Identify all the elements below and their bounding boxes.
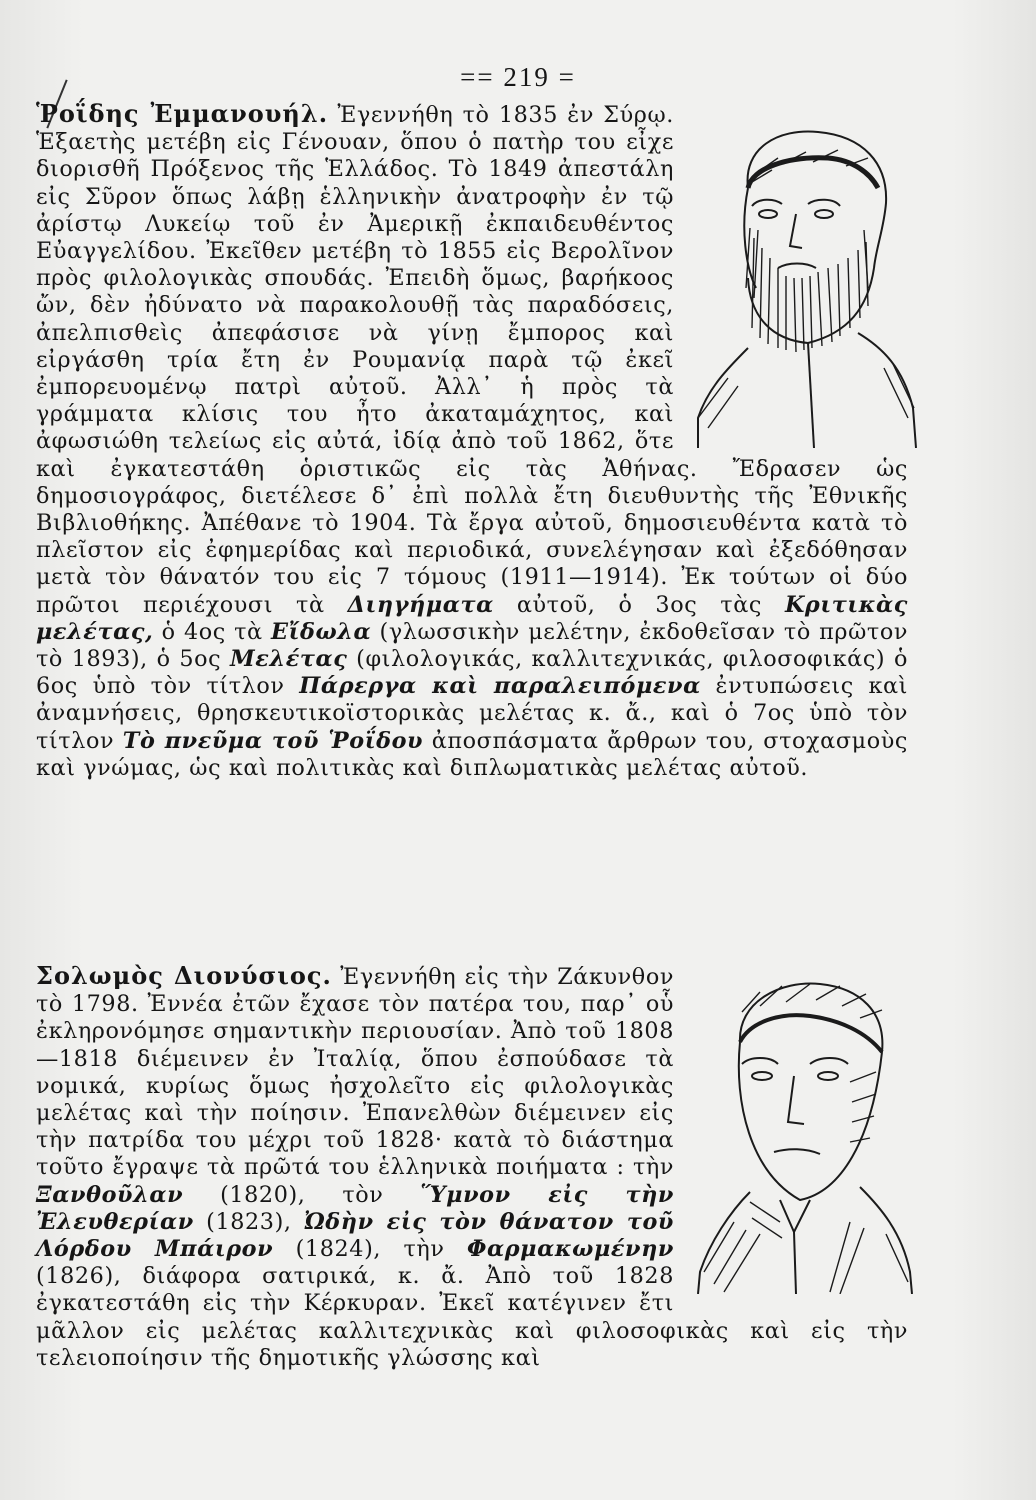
biography-name: Σολωμὸς Διονύσιος. [36, 961, 332, 990]
work-title: Ὠδὴν εἰς τὸν θάνατον τοῦ Λόρδου Μπάιρον [36, 1208, 674, 1263]
work-title: Κριτικὰς μελέτας, [36, 591, 908, 645]
work-title: Διηγήματα [347, 591, 494, 618]
work-title: Πάρεργα καὶ παραλειπόμενα [299, 673, 701, 700]
work-title: Εἴδωλα [271, 618, 372, 645]
biography-text: Σολωμὸς Διονύσιος. Ἐγεννήθη εἰς τὴν Ζάκυνθον τὸ 1798. Ἐννέα ἐτῶν ἔχασε τὸν πατέρα του, παρ᾿ οὗ ἐκληρονόμησε σημαντικὴν περιουσίαν. Ἀπὸ τοῦ 1808—1818 διέμεινεν ἐν Ἰταλίᾳ, ὅπου ἐσπούδασε τὰ νομικά, κυρίως ὅμως ἠσχολεῖτο εἰς φιλολογικὰς μελέτας καὶ τὴν ποίησιν. Ἐπανελθὼν διέμεινεν εἰς τὴν πατρίδα του μέχρι τοῦ 1828· κατὰ τὸ διάστημα τοῦτο ἔγραψε τὰ πρῶτά του ἑλληνικὰ ποιήματα : τὴν Ξανθοῦλαν (1820), τὸν Ὕμνον εἰς τὴν Ἐλευθερίαν (1823), Ὠδὴν εἰς τὸν θάνατον τοῦ Λόρδου Μπάιρον (1824), τὴν Φαρμακωμένην (1826), διάφορα σατιρικά, κ. ἄ. Ἀπὸ τοῦ 1828 ἐγκατεστάθη εἰς τὴν Κέρκυραν. Ἐκεῖ κατέγινεν ἔτι μᾶλλον εἰς μελέτας καλλιτεχνικὰς καὶ φιλοσοφικὰς καὶ εἰς τὴν τελειοποίησιν τῆς δημοτικῆς γλώσσης καὶ [36, 961, 908, 1371]
page-number: == 219 = [460, 62, 576, 92]
work-title: Τὸ πνεῦμα τοῦ Ῥοΐδου [122, 727, 424, 754]
biography-solomos [36, 962, 908, 1372]
biography-roidis [36, 100, 908, 782]
biography-text: Ῥοΐδης Ἐμμανουήλ. Ἐγεννήθη τὸ 1835 ἐν Σύρῳ. Ἑξαετὴς μετέβη εἰς Γένουαν, ὅπου ὁ πατὴρ του εἶχε διορισθῆ Πρόξενος τῆς Ἑλλάδος. Τὸ 1849 ἀπεστάλη εἰς Σῦρον ὅπως λάβῃ ἑλληνικὴν ἀνατροφὴν ἐν τῷ ἀρίστῳ Λυκείῳ τοῦ ἐν Ἀμερικῇ ἐκπαιδευθέντος Εὐαγγελίδου. Ἐκεῖθεν μετέβη τὸ 1855 εἰς Βερολῖνον πρὸς φιλολογικὰς σπουδάς. Ἐπειδὴ ὅμως, βαρήκοος ὤν, δὲν ἠδύνατο νὰ παρακολουθῇ τὰς παραδόσεις, ἀπελπισθεὶς ἀπεφάσισε νὰ γίνῃ ἔμπορος καὶ εἰργάσθη τρία ἔτη ἐν Ρουμανίᾳ παρὰ τῷ ἐκεῖ ἐμπορευομένῳ πατρὶ αὐτοῦ. Ἀλλ᾿ ἡ πρὸς τὰ γράμματα κλίσις του ἦτο ἀκαταμάχητος, καὶ ἀφωσιώθη τελείως εἰς αὐτά, ἰδίᾳ ἀπὸ τοῦ 1862, ὅτε καὶ ἐγκατεστάθη ὁριστικῶς εἰς τὰς Ἀθήνας. Ἔδρασεν ὡς δημοσιογράφος, διετέλεσε δ᾿ ἐπὶ πολλὰ ἔτη διευθυντὴς τῆς Ἐθνικῆς Βιβλιοθήκης. Ἀπέθανε τὸ 1904. Τὰ ἔργα αὐτοῦ, δημοσιευθέντα κατὰ τὸ πλεῖστον εἰς ἐφημερίδας καὶ περιοδικά, συνελέγησαν καὶ ἐξεδόθησαν μετὰ τὸν θάνατόν του εἰς 7 τόμους (1911—1914). Ἐκ τούτων οἱ δύο πρῶτοι περιέχουσι τὰ Διηγήματα αὐτοῦ, ὁ 3ος τὰς Κριτικὰς μελέτας, ὁ 4ος τὰ Εἴδωλα (γλωσσικὴν μελέτην, ἐκδοθεῖσαν τὸ πρῶτον τὸ 1893), ὁ 5ος Μελέτας (φιλολογικάς, καλλιτεχνικάς, φιλοσοφικάς) ὁ 6ος ὑπὸ τὸν τίτλον Πάρεργα καὶ παραλειπόμενα ἐντυπώσεις καὶ ἀναμνήσεις, θρησκευτικοϊστορικὰς μελέτας κ. ἄ., καὶ ὁ 7ος ὑπὸ τὸν τίτλον Τὸ πνεῦμα τοῦ Ῥοΐδου ἀποσπάσματα ἄρθρων του, στοχασμοὺς καὶ γνώμας, ὡς καὶ πολιτικὰς καὶ διπλωματικὰς μελέτας αὐτοῦ. [36, 99, 909, 781]
portrait-solomos [690, 972, 916, 1294]
portrait-roidis [688, 118, 918, 448]
work-title: Ὕμνον εἰς τὴν Ἐλευθερίαν [36, 1181, 674, 1235]
biography-name: Ῥοΐδης Ἐμμανουήλ. [36, 99, 329, 128]
work-title: Ξανθοῦλαν [36, 1181, 184, 1208]
work-title: Φαρμακωμένην [466, 1236, 674, 1263]
work-title: Μελέτας [230, 646, 348, 673]
